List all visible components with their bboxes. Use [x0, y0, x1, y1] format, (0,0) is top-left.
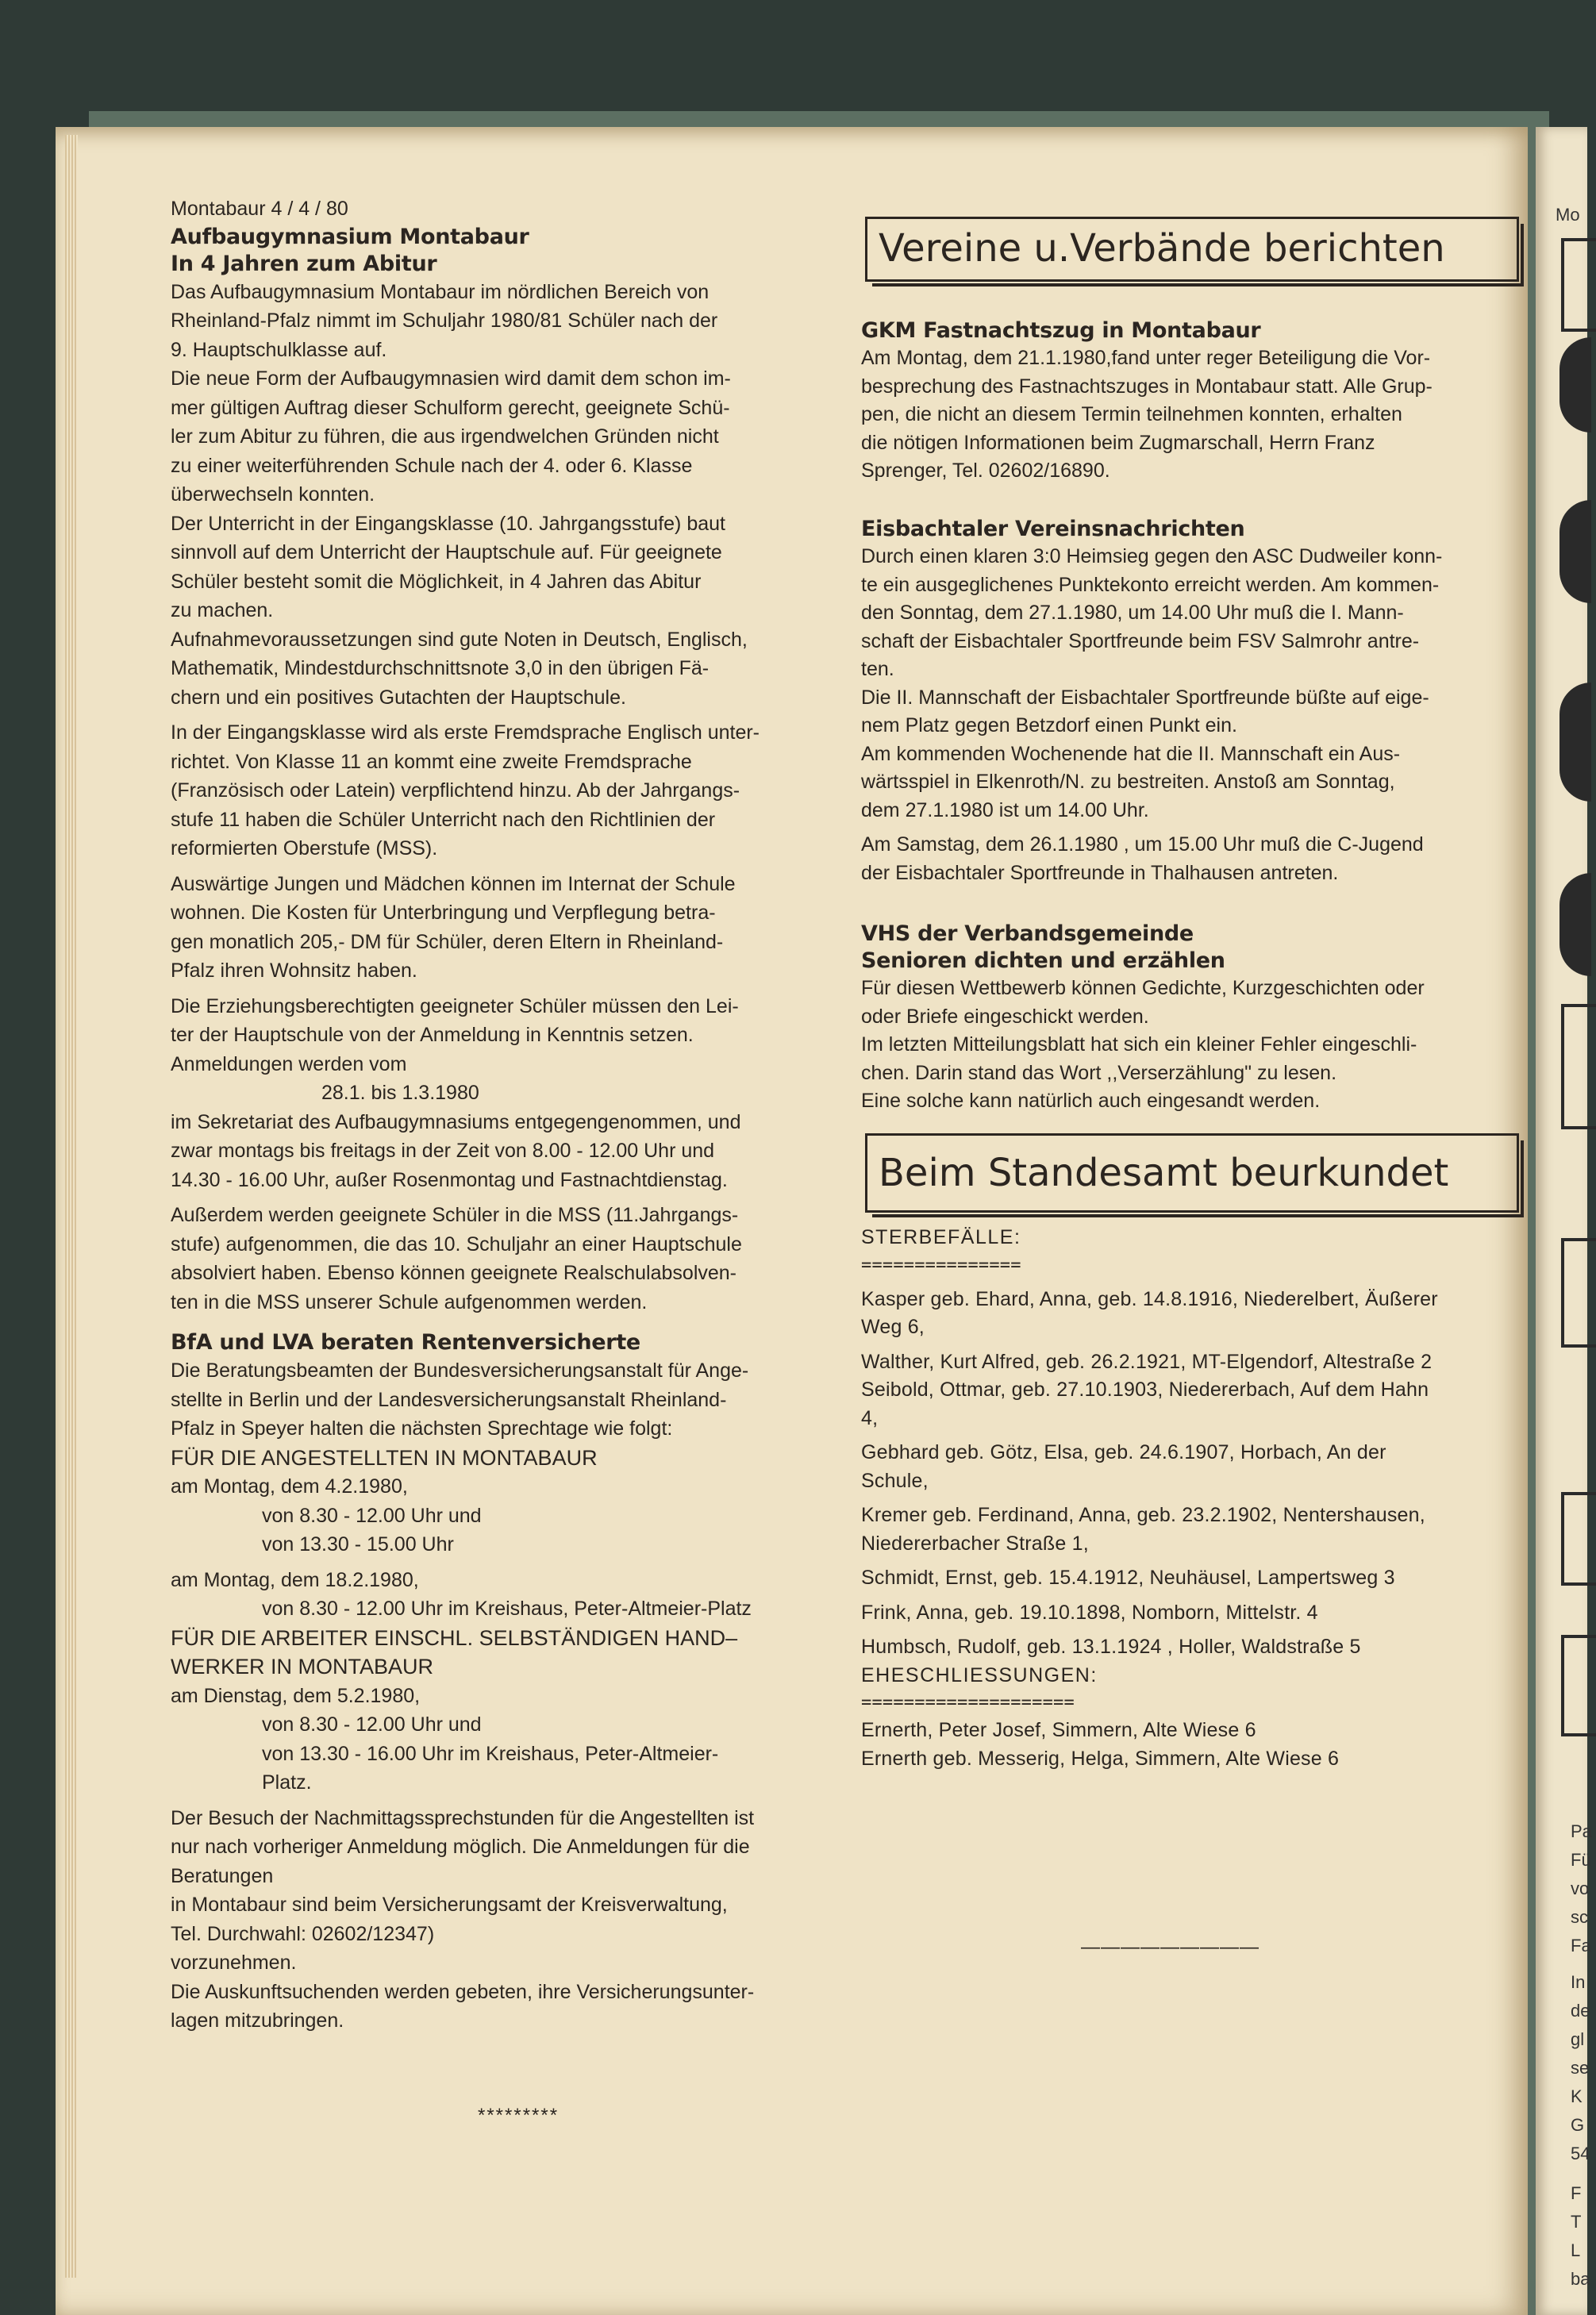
text-line: Die Erziehungsberechtigten geeigneter Schüler müssen den Lei-	[171, 994, 739, 1017]
text-line: nur nach vorheriger Anmeldung möglich. Die Anmeldungen für die	[171, 1836, 750, 1858]
section-stars-divider: *********	[478, 2105, 560, 2126]
adjacent-image	[1559, 683, 1591, 802]
text-line: in Montabaur sind beim Versicherungsamt der Kreisverwaltung,	[171, 1894, 728, 1916]
marriage-entry: Ernerth geb. Messerig, Helga, Simmern, Alte Wiese 6	[861, 1747, 1340, 1770]
death-entry	[861, 1599, 1544, 1628]
text-line: im Sekretariat des Aufbaugymnasiums entgegengenommen, und	[171, 1110, 741, 1133]
text-line: (Französisch oder Latein) verpflichtend hinzu. Ab der Jahrgangs-	[171, 779, 740, 802]
gkm-headline: GKM Fastnachtszug in Montabaur	[861, 318, 1261, 343]
adjacent-box	[1561, 1238, 1596, 1348]
text-line: Humbsch, Rudolf, geb. 13.1.1924 , Holler, Waldstraße 5	[861, 1636, 1361, 1658]
text-line: Frink, Anna, geb. 19.10.1898, Nomborn, Mittelstr. 4	[861, 1601, 1318, 1624]
text-line: Weg 6,	[861, 1316, 925, 1338]
sterbefaelle-title: STERBEFÄLLE:	[861, 1226, 1021, 1248]
text-line: Der Besuch der Nachmittagssprechstunden für die Angestellten ist	[171, 1806, 755, 1829]
marriage-entry: Ernerth, Peter Josef, Simmern, Alte Wiese 6	[861, 1719, 1256, 1741]
text-line: ler zum Abitur zu führen, die aus irgendwelchen Gründen nicht	[171, 425, 719, 448]
text-line: Das Aufbaugymnasium Montabaur im nördlichen Bereich von	[171, 280, 710, 303]
text-line: Die Beratungsbeamten der Bundesversicherungsanstalt für Ange-	[171, 1359, 749, 1382]
text-line: gen monatlich 205,- DM für Schüler, deren Eltern in Rheinland-	[171, 930, 724, 953]
text-line: stellte in Berlin und der Landesversicherungsanstalt Rheinland-	[171, 1388, 727, 1411]
article-paragraph	[171, 870, 869, 986]
text-line: pen, die nicht an diesem Termin teilnehmen konnten, erhalten	[861, 403, 1402, 425]
text-line: In der Eingangsklasse wird als erste Fremdsprache Englisch unter-	[171, 721, 760, 744]
text-line: Durch einen klaren 3:0 Heimsieg gegen den ASC Dudweiler konn-	[861, 545, 1443, 567]
text-line: Seibold, Ottmar, geb. 27.10.1903, Niedererbach, Auf dem Hahn	[861, 1379, 1429, 1401]
text-line: mer gültigen Auftrag dieser Schulform gerecht, geeignete Schü-	[171, 396, 730, 419]
text-line: zu einer weiterführenden Schule nach der 4. oder 6. Klasse	[171, 454, 693, 477]
text-line: Kremer geb. Ferdinand, Anna, geb. 23.2.1902, Nentershausen,	[861, 1504, 1425, 1526]
text-line: Pfalz in Speyer halten die nächsten Sprechtage wie folgt:	[171, 1417, 673, 1440]
bfa-section-title: FÜR DIE ANGESTELLTEN IN MONTABAUR	[171, 1445, 598, 1470]
standesamt-banner: Beim Standesamt beurkundet	[865, 1133, 1519, 1213]
eisbach-headline: Eisbachtaler Vereinsnachrichten	[861, 517, 1245, 541]
standesamt-listing	[861, 1224, 1544, 1773]
text-line: Am Montag, dem 21.1.1980,fand unter reger Beteiligung die Vor-	[861, 347, 1431, 369]
article-paragraph	[171, 992, 869, 1195]
text-line: zu machen.	[171, 599, 274, 621]
text-line: lagen mitzubringen.	[171, 2009, 344, 2032]
death-entry	[861, 1502, 1544, 1558]
text-line: sinnvoll auf dem Unterricht der Hauptschule auf. Für geeignete	[171, 541, 722, 563]
text-line: chen. Darin stand das Wort ,,Verserzählung" zu lesen.	[861, 1061, 1337, 1084]
text-line: von 13.30 - 15.00 Uhr	[262, 1533, 454, 1556]
text-line: Die Auskunftsuchenden werden gebeten, ihre Versicherungsunter-	[171, 1980, 755, 2003]
text-line: reformierten Oberstufe (MSS).	[171, 837, 438, 859]
text-line: von 13.30 - 16.00 Uhr im Kreishaus, Peter-Altmeier-	[262, 1742, 719, 1765]
left-column	[171, 194, 869, 2036]
text-line: stufe 11 haben die Schüler Unterricht nach den Richtlinien der	[171, 808, 716, 831]
text-line: Die neue Form der Aufbaugymnasien wird damit dem schon im-	[171, 367, 731, 390]
vhs-subheadline: Senioren dichten und erzählen	[861, 948, 1225, 973]
text-line: Die II. Mannschaft der Eisbachtaler Sportfreunde büßte auf eige-	[861, 686, 1429, 709]
death-entry	[861, 1348, 1544, 1377]
registration-dates: 28.1. bis 1.3.1980	[321, 1082, 479, 1104]
text-line: Am Samstag, dem 26.1.1980 , um 15.00 Uhr muß die C-Jugend	[861, 833, 1424, 856]
text-line: stufe) aufgenommen, die das 10. Schuljahr an einer Hauptschule	[171, 1232, 742, 1256]
text-line: besprechung des Fastnachtszuges in Montabaur statt. Alle Grup-	[861, 375, 1433, 398]
bfa-section-title: FÜR DIE ARBEITER EINSCHL. SELBSTÄNDIGEN HAND–	[171, 1625, 738, 1650]
text-line: Für diesen Wettbewerb können Gedichte, Kurzgeschichten oder	[861, 977, 1425, 999]
vereine-banner: Vereine u.Verbände berichten	[865, 217, 1519, 282]
article-subheadline: In 4 Jahren zum Abitur	[171, 251, 437, 276]
text-line: am Montag, dem 18.2.1980,	[171, 1568, 419, 1591]
article-headline: Aufbaugymnasium Montabaur	[171, 224, 529, 249]
bfa-headline: BfA und LVA beraten Rentenversicherte	[171, 1330, 640, 1355]
text-line: chern und ein positives Gutachten der Hauptschule.	[171, 686, 626, 709]
adjacent-image	[1559, 337, 1591, 433]
death-entry	[861, 1439, 1544, 1495]
adjacent-box	[1561, 1492, 1596, 1586]
text-line: die nötigen Informationen beim Zugmarschall, Herrn Franz	[861, 431, 1375, 454]
text-line: wohnen. Die Kosten für Unterbringung und Verpflegung betra-	[171, 902, 716, 924]
text-line: schaft der Eisbachtaler Sportfreunde beim FSV Salmrohr antre-	[861, 629, 1420, 652]
gkm-article	[861, 317, 1544, 486]
text-line: am Dienstag, dem 5.2.1980,	[171, 1684, 421, 1707]
article-paragraph	[171, 278, 869, 713]
vhs-article	[861, 921, 1544, 1116]
text-line: der Eisbachtaler Sportfreunde in Thalhausen antreten.	[861, 861, 1339, 884]
text-line: Schüler besteht somit die Möglichkeit, in 4 Jahren das Abitur	[171, 570, 702, 593]
text-line: Am kommenden Wochenende hat die II. Mannschaft ein Aus-	[861, 742, 1401, 765]
text-line: Rheinland-Pfalz nimmt im Schuljahr 1980/81 Schüler nach der	[171, 310, 718, 332]
adjacent-text-fragments: Pa Fü vo sc Fa In de gl se K G 54 F T L ba	[1571, 1821, 1592, 2289]
text-line: den Sonntag, dem 27.1.1980, um 14.00 Uhr muß die I. Mann-	[861, 602, 1404, 624]
bfa-section-title: WERKER IN MONTABAUR	[171, 1655, 434, 1679]
text-line: Auswärtige Jungen und Mädchen können im Internat der Schule	[171, 872, 736, 895]
adjacent-box	[1561, 1635, 1596, 1736]
article-paragraph	[171, 1201, 869, 1317]
text-line: zwar montags bis freitags in der Zeit von 8.00 - 12.00 Uhr und	[171, 1140, 715, 1162]
text-line: ter der Hauptschule von der Anmeldung in Kenntnis setzen.	[171, 1024, 694, 1046]
text-line: Tel. Durchwahl: 02602/12347)	[171, 1922, 435, 1945]
adjacent-image	[1559, 873, 1591, 976]
text-line: am Montag, dem 4.2.1980,	[171, 1475, 408, 1498]
text-line: Schule,	[861, 1469, 929, 1492]
text-line: Gebhard geb. Götz, Elsa, geb. 24.6.1907, Horbach, An der	[861, 1441, 1386, 1463]
death-entry	[861, 1376, 1544, 1432]
sterbefaelle-rule: ===============	[861, 1255, 1021, 1275]
text-line: Platz.	[262, 1771, 312, 1794]
text-line: ten.	[861, 658, 894, 680]
text-line: vorzunehmen.	[171, 1952, 297, 1974]
text-line: Niedererbacher Straße 1,	[861, 1532, 1089, 1555]
text-line: wärtsspiel in Elkenroth/N. zu bestreiten. Anstoß am Sonntag,	[861, 771, 1395, 793]
text-line: 9. Hauptschulklasse auf.	[171, 338, 387, 361]
article-paragraph	[171, 718, 869, 863]
text-line: Im letzten Mitteilungsblatt hat sich ein kleiner Fehler eingeschli-	[861, 1033, 1417, 1056]
text-line: überwechseln konnten.	[171, 483, 375, 506]
ehe-title: EHESCHLIESSUNGEN:	[861, 1663, 1098, 1686]
text-line: Mathematik, Mindestdurchschnittsnote 3,0 in den übrigen Fä-	[171, 657, 710, 679]
text-line: von 8.30 - 12.00 Uhr und	[262, 1713, 482, 1736]
separator-line: —————————	[1081, 1936, 1259, 1958]
vhs-headline: VHS der Verbandsgemeinde	[861, 921, 1194, 946]
dateline: Montabaur 4 / 4 / 80	[171, 198, 348, 220]
death-entry	[861, 1564, 1544, 1593]
text-line: nem Platz gegen Betzdorf einen Punkt ein.	[861, 714, 1237, 736]
text-line: von 8.30 - 12.00 Uhr im Kreishaus, Peter-Altmeier-Platz	[262, 1598, 752, 1620]
adjacent-box	[1561, 238, 1596, 332]
text-line: 4,	[861, 1406, 879, 1429]
text-line: Aufnahmevoraussetzungen sind gute Noten in Deutsch, Englisch,	[171, 628, 748, 651]
death-entry	[861, 1286, 1544, 1342]
ehe-rule: ====================	[861, 1693, 1075, 1713]
text-line: Außerdem werden geeignete Schüler in die MSS (11.Jahrgangs-	[171, 1204, 739, 1226]
adjacent-page-fragment: Mo	[1556, 205, 1580, 225]
text-line: Walther, Kurt Alfred, geb. 26.2.1921, MT-Elgendorf, Altestraße 2	[861, 1350, 1433, 1373]
text-line: ten in die MSS unserer Schule aufgenommen werden.	[171, 1290, 648, 1313]
eisbach-article	[861, 516, 1544, 887]
text-line: Anmeldungen werden vom	[171, 1052, 407, 1075]
page-edge-stack	[65, 135, 78, 2278]
text-line: Schmidt, Ernst, geb. 15.4.1912, Neuhäusel, Lampertsweg 3	[861, 1567, 1395, 1589]
text-line: von 8.30 - 12.00 Uhr und	[262, 1504, 482, 1527]
adjacent-image	[1559, 500, 1591, 603]
death-entry	[861, 1633, 1544, 1662]
text-line: dem 27.1.1980 ist um 14.00 Uhr.	[861, 798, 1149, 821]
text-line: 14.30 - 16.00 Uhr, außer Rosenmontag und Fastnachtdienstag.	[171, 1168, 728, 1191]
text-line: Pfalz ihren Wohnsitz haben.	[171, 959, 417, 982]
text-line: richtet. Von Klasse 11 an kommt eine zweite Fremdsprache	[171, 750, 692, 773]
text-line: te ein ausgeglichenes Punktekonto erreicht werden. Am kommen-	[861, 573, 1440, 596]
text-line: oder Briefe eingeschickt werden.	[861, 1005, 1149, 1028]
text-line: Der Unterricht in der Eingangsklasse (10. Jahrgangsstufe) baut	[171, 512, 725, 535]
text-line: Eine solche kann natürlich auch eingesandt werden.	[861, 1090, 1321, 1112]
adjacent-box	[1561, 1004, 1596, 1129]
text-line: Sprenger, Tel. 02602/16890.	[861, 460, 1110, 482]
text-line: absolviert haben. Ebenso können geeignete Realschulabsolven-	[171, 1262, 737, 1284]
text-line: Beratungen	[171, 1864, 274, 1887]
article-paragraph	[171, 1804, 869, 2036]
text-line: Kasper geb. Ehard, Anna, geb. 14.8.1916, Niederelbert, Äußerer	[861, 1287, 1438, 1310]
